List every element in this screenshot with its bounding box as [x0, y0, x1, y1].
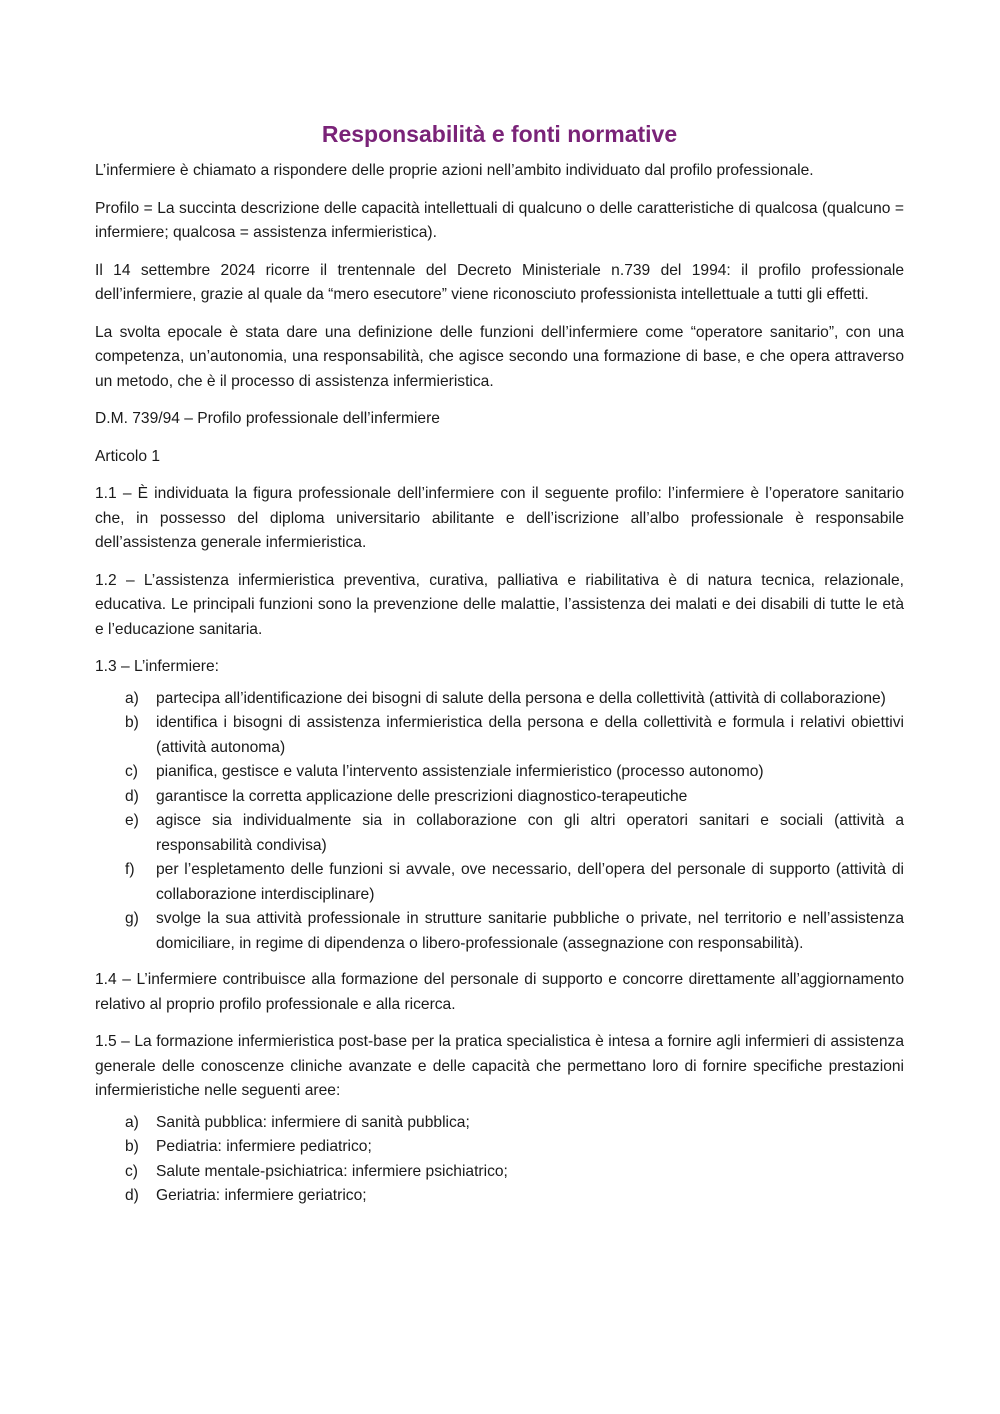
- list-marker: b): [125, 1138, 139, 1155]
- list-marker: f): [125, 861, 135, 878]
- list-marker: d): [125, 787, 139, 805]
- list-item-text: Salute mentale-psichiatrica: infermiere psichiatrico;: [156, 1162, 508, 1180]
- dm-heading: D.M. 739/94 – Profilo professionale dell’infermiere: [95, 410, 440, 427]
- list-item: [95, 1160, 904, 1185]
- paragraph-1-3: 1.3 – L’infermiere:: [95, 658, 219, 675]
- list-item: [95, 760, 904, 785]
- list-item: [95, 907, 904, 956]
- list-item-text: Geriatria: infermiere geriatrico;: [156, 1187, 367, 1204]
- list-marker: c): [125, 763, 138, 780]
- list-marker: e): [125, 812, 139, 829]
- list-item: [95, 1111, 904, 1136]
- list-1-5: [95, 1111, 904, 1209]
- list-item-text: pianifica, gestisce e valuta l’intervento assistenziale infermieristico (processo autonomo): [156, 763, 764, 780]
- list-item: [95, 858, 904, 907]
- anniversary-paragraph: Il 14 settembre 2024 ricorre il trentennale del Decreto Ministeriale n.739 del 1994: il profilo professionale dell’infermiere, grazie al quale da “mero esecutore” viene riconosciuto professionista intellettuale a tutti gli effetti.: [95, 261, 904, 303]
- list-marker: a): [125, 1113, 139, 1131]
- list-marker: c): [125, 1162, 138, 1180]
- list-item-text: per l’espletamento delle funzioni si avvale, ove necessario, dell’opera del personale di supporto (attività di collaborazione interdisciplinare): [156, 861, 904, 903]
- list-item-text: garantisce la corretta applicazione delle prescrizioni diagnostico-terapeutiche: [156, 787, 688, 805]
- list-marker: d): [125, 1187, 139, 1204]
- list-1-3: [95, 687, 904, 957]
- paragraph-1-4: 1.4 – L’infermiere contribuisce alla formazione del personale di supporto e concorre direttamente all’aggiornamento relativo al proprio profilo professionale e alla ricerca.: [95, 971, 904, 1013]
- list-item-text: agisce sia individualmente sia in collaborazione con gli altri operatori sanitari e sociali (attività a responsabilità condivisa): [156, 812, 904, 854]
- list-item: [95, 809, 904, 858]
- list-marker: a): [125, 689, 139, 707]
- list-item-text: Sanità pubblica: infermiere di sanità pubblica;: [156, 1113, 470, 1131]
- list-item: [95, 785, 904, 810]
- profilo-definition-paragraph: Profilo = La succinta descrizione delle capacità intellettuali di qualcuno o delle caratteristiche di qualcosa (qualcuno = infermiere; qualcosa = assistenza infermieristica).: [95, 199, 904, 241]
- list-item: [95, 1135, 904, 1160]
- document-page: [95, 118, 904, 1221]
- list-item-text: identifica i bisogni di assistenza infermieristica della persona e della collettività e formula i relativi obiettivi (attività autonoma): [156, 714, 904, 756]
- list-item: [95, 1184, 904, 1209]
- paragraph-1-1: 1.1 – È individuata la figura professionale dell’infermiere con il seguente profilo: l’infermiere è l’operatore sanitario che, in possesso del diploma universitario abilitante e dell’iscrizione all’albo professionale è responsabile dell’assistenza generale infermieristica.: [95, 485, 904, 551]
- list-item: [95, 711, 904, 760]
- list-item-text: Pediatria: infermiere pediatrico;: [156, 1138, 372, 1155]
- list-marker: b): [125, 714, 139, 731]
- list-marker: g): [125, 910, 139, 927]
- paragraph-1-5: 1.5 – La formazione infermieristica post-base per la pratica specialistica è intesa a fornire agli infermieri di assistenza generale delle conoscenze cliniche avanzate e delle capacità che permettano loro di fornire specifiche prestazioni infermieristiche nelle seguenti aree:: [95, 1033, 904, 1099]
- list-item-text: partecipa all’identificazione dei bisogni di salute della persona e della collettività (attività di collaborazione): [156, 689, 886, 707]
- list-item-text: svolge la sua attività professionale in strutture sanitarie pubbliche o private, nel territorio e nell’assistenza domiciliare, in regime di dipendenza o libero-professionale (assegnazione con responsabilità).: [156, 910, 904, 952]
- articolo-heading: Articolo 1: [95, 447, 161, 465]
- intro-paragraph: L’infermiere è chiamato a rispondere delle proprie azioni nell’ambito individuato dal profilo professionale.: [95, 162, 814, 179]
- svolta-paragraph: La svolta epocale è stata dare una definizione delle funzioni dell’infermiere come “operatore sanitario”, con una competenza, un’autonomia, una responsabilità, che agisce secondo una formazione di base, e che opera attraverso un metodo, che è il processo di assistenza infermieristica.: [95, 323, 904, 390]
- list-item: [95, 687, 904, 712]
- paragraph-1-2: 1.2 – L’assistenza infermieristica preventiva, curativa, palliativa e riabilitativa è di natura tecnica, relazionale, educativa. Le principali funzioni sono la prevenzione delle malattie, l’assistenza dei malati e dei disabili di tutte le età e l’educazione sanitaria.: [95, 571, 904, 638]
- document-title: Responsabilità e fonti normative: [321, 121, 678, 147]
